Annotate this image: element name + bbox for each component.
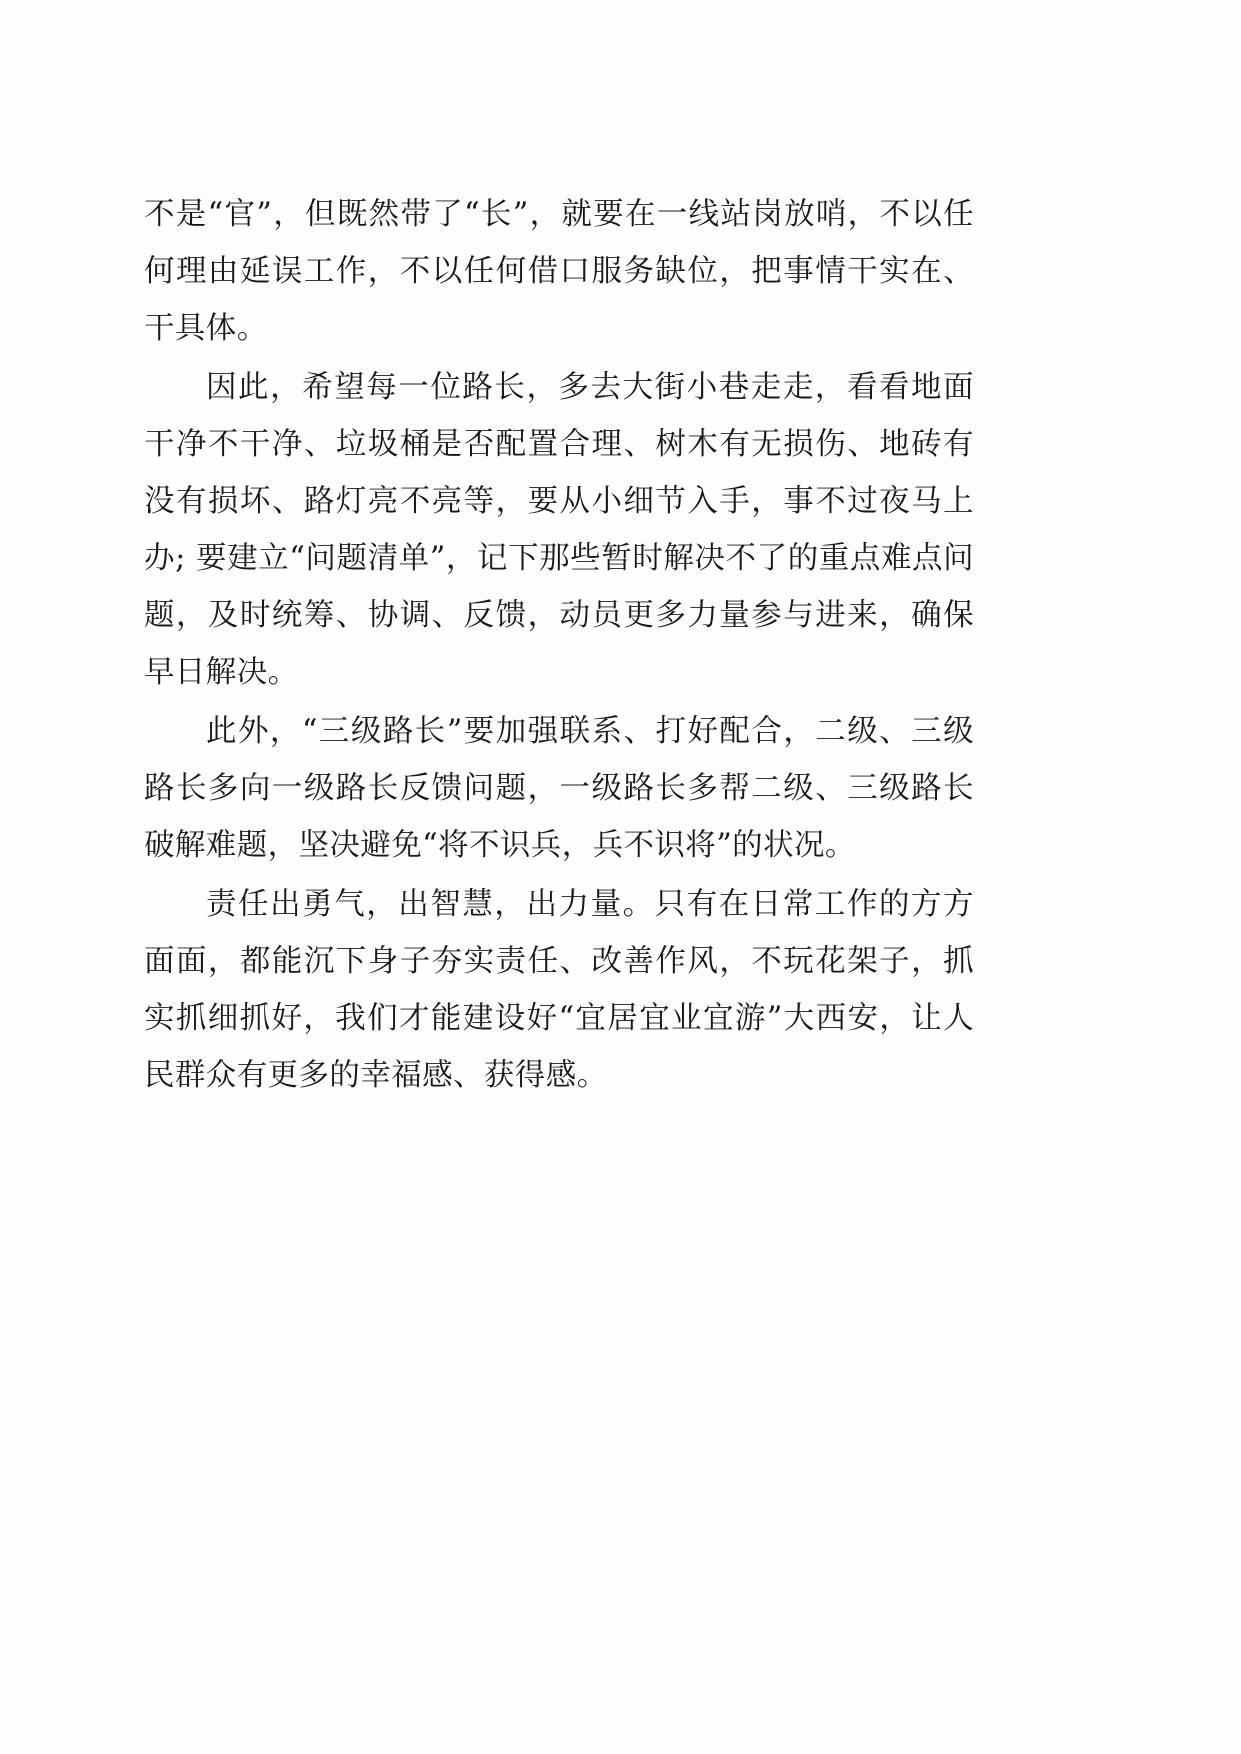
paragraph: 责任出勇气，出智慧，出力量。只有在日常工作的方方面面，都能沉下身子夯实责任、改善作风，不玩花架子，抓实抓细抓好，我们才能建设好“宜居宜业宜游”大西安，让人民群众有更多的幸福感、获得感。 bbox=[144, 887, 974, 1093]
paragraph: 此外，“三级路长”要加强联系、打好配合，二级、三级路长多向一级路长反馈问题，一级路长多帮二级、三级路长破解难题，坚决避免“将不识兵，兵不识将”的状况。 bbox=[144, 714, 974, 863]
paragraph: 不是“官”，但既然带了“长”，就要在一线站岗放哨，不以任何理由延误工作，不以任何借口服务缺位，把事情干实在、干具体。 bbox=[144, 197, 974, 346]
paragraph: 因此，希望每一位路长，多去大街小巷走走，看看地面干净不干净、垃圾桶是否配置合理、树木有无损伤、地砖有没有损坏、路灯亮不亮等，要从小细节入手，事不过夜马上办; 要建立“问题清单”，记下那些暂时解决不了的重点难点问题，及时统筹、协调、反馈，动员更多力量参与进来，确保早日解决。 bbox=[144, 370, 974, 690]
document-body bbox=[144, 186, 974, 1104]
